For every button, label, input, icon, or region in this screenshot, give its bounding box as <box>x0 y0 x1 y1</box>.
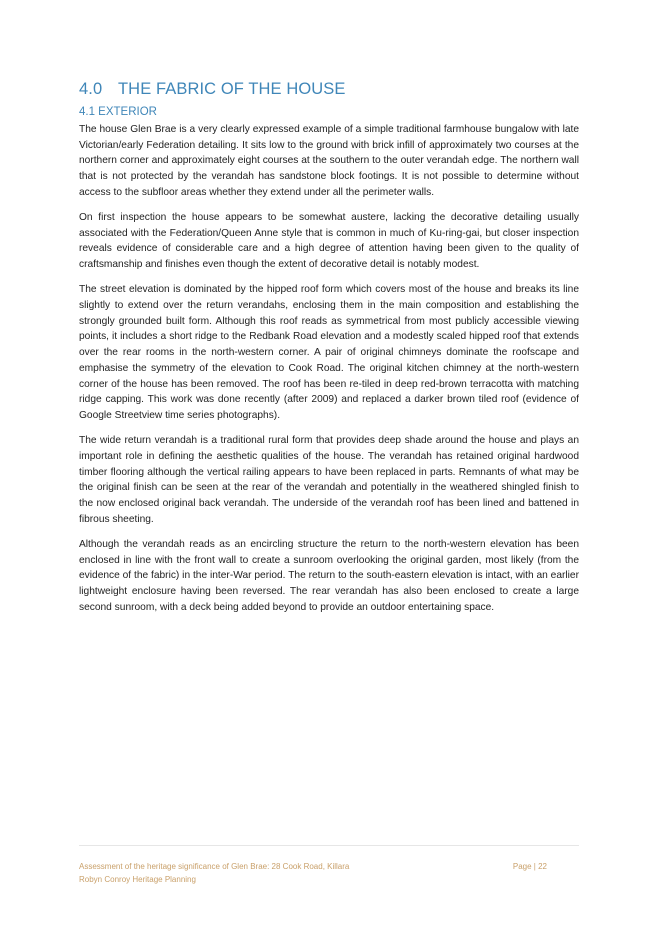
paragraph-2: On first inspection the house appears to be somewhat austere, lacking the decorative detailing usually associated with the Federation/Queen Anne style that is common in much of Ku-ring-gai, but closer inspection reveals evidence of considerable care and a high degree of attention having been given to the quality of craftsmanship and finishes even though the extent of decorative detail is notably modest. <box>79 212 579 271</box>
paragraph-4: The wide return verandah is a traditional rural form that provides deep shade around the house and plays an important role in defining the aesthetic qualities of the house. The verandah has retained original hardwood timber flooring although the vertical railing appears to have been replaced in parts. Remnants of what may be the original finish can be seen at the rear of the verandah and potentially in the weathered shingled finish to the now enclosed original back verandah. The underside of the verandah roof has been lined and battened in fibrous sheeting. <box>79 435 579 525</box>
footer-divider <box>79 845 579 846</box>
footer-document-title: Assessment of the heritage significance of Glen Brae: 28 Cook Road, Killara <box>79 862 350 871</box>
paragraph-5: Although the verandah reads as an encircling structure the return to the north-western elevation has been enclosed in line with the front wall to create a sunroom overlooking the original garden, most likely (from the evidence of the fabric) in the inter-War period. The return to the south-eastern elevation is intact, with an earlier lightweight enclosure having been reversed. The rear verandah has also been enclosed to create a large second sunroom, with a deck being added beyond to provide an outdoor entertaining space. <box>79 538 579 613</box>
page-footer <box>79 860 579 886</box>
section-number: 4.0 <box>79 80 103 98</box>
paragraph-3: The street elevation is dominated by the hipped roof form which covers most of the house and breaks its line slightly to extend over the return verandahs, enclosing them in the main composition and establishing the strongly grounded built form. Although this roof reads as symmetrical from most publicly accessible viewing points, it includes a short ridge to the Redbank Road elevation and a modestly scaled hipped roof that extends over the rear rooms in the north-western corner. A pair of original chimneys dominate the roofscape and emphasise the symmetry of the elevation to Cook Road. The original kitchen chimney at the north-western corner of the house has been removed. The roof has been re-tiled in deep red-brown terracotta with matching ridge capping. This work was done recently (after 2009) and replaced a darker brown tiled roof (evidence of Google Streetview time series photographs). <box>79 284 579 421</box>
footer-author: Robyn Conroy Heritage Planning <box>79 875 196 884</box>
section-heading <box>79 78 579 100</box>
main-content <box>79 78 579 625</box>
section-title: THE FABRIC OF THE HOUSE <box>118 80 346 98</box>
paragraph-1: The house Glen Brae is a very clearly expressed example of a simple traditional farmhouse bungalow with late Victorian/early Federation detailing. It sits low to the ground with brick infill of approximately two courses at the northern corner and approximately eight courses at the southern to the outer verandah edge. The northern wall that is not protected by the verandah has sandstone block footings. It is not possible to determine without access to the subfloor areas whether they extend under all the perimeter walls. <box>79 124 579 198</box>
page-number: Page | 22 <box>512 862 547 871</box>
subsection-heading: 4.1 EXTERIOR <box>79 106 157 118</box>
